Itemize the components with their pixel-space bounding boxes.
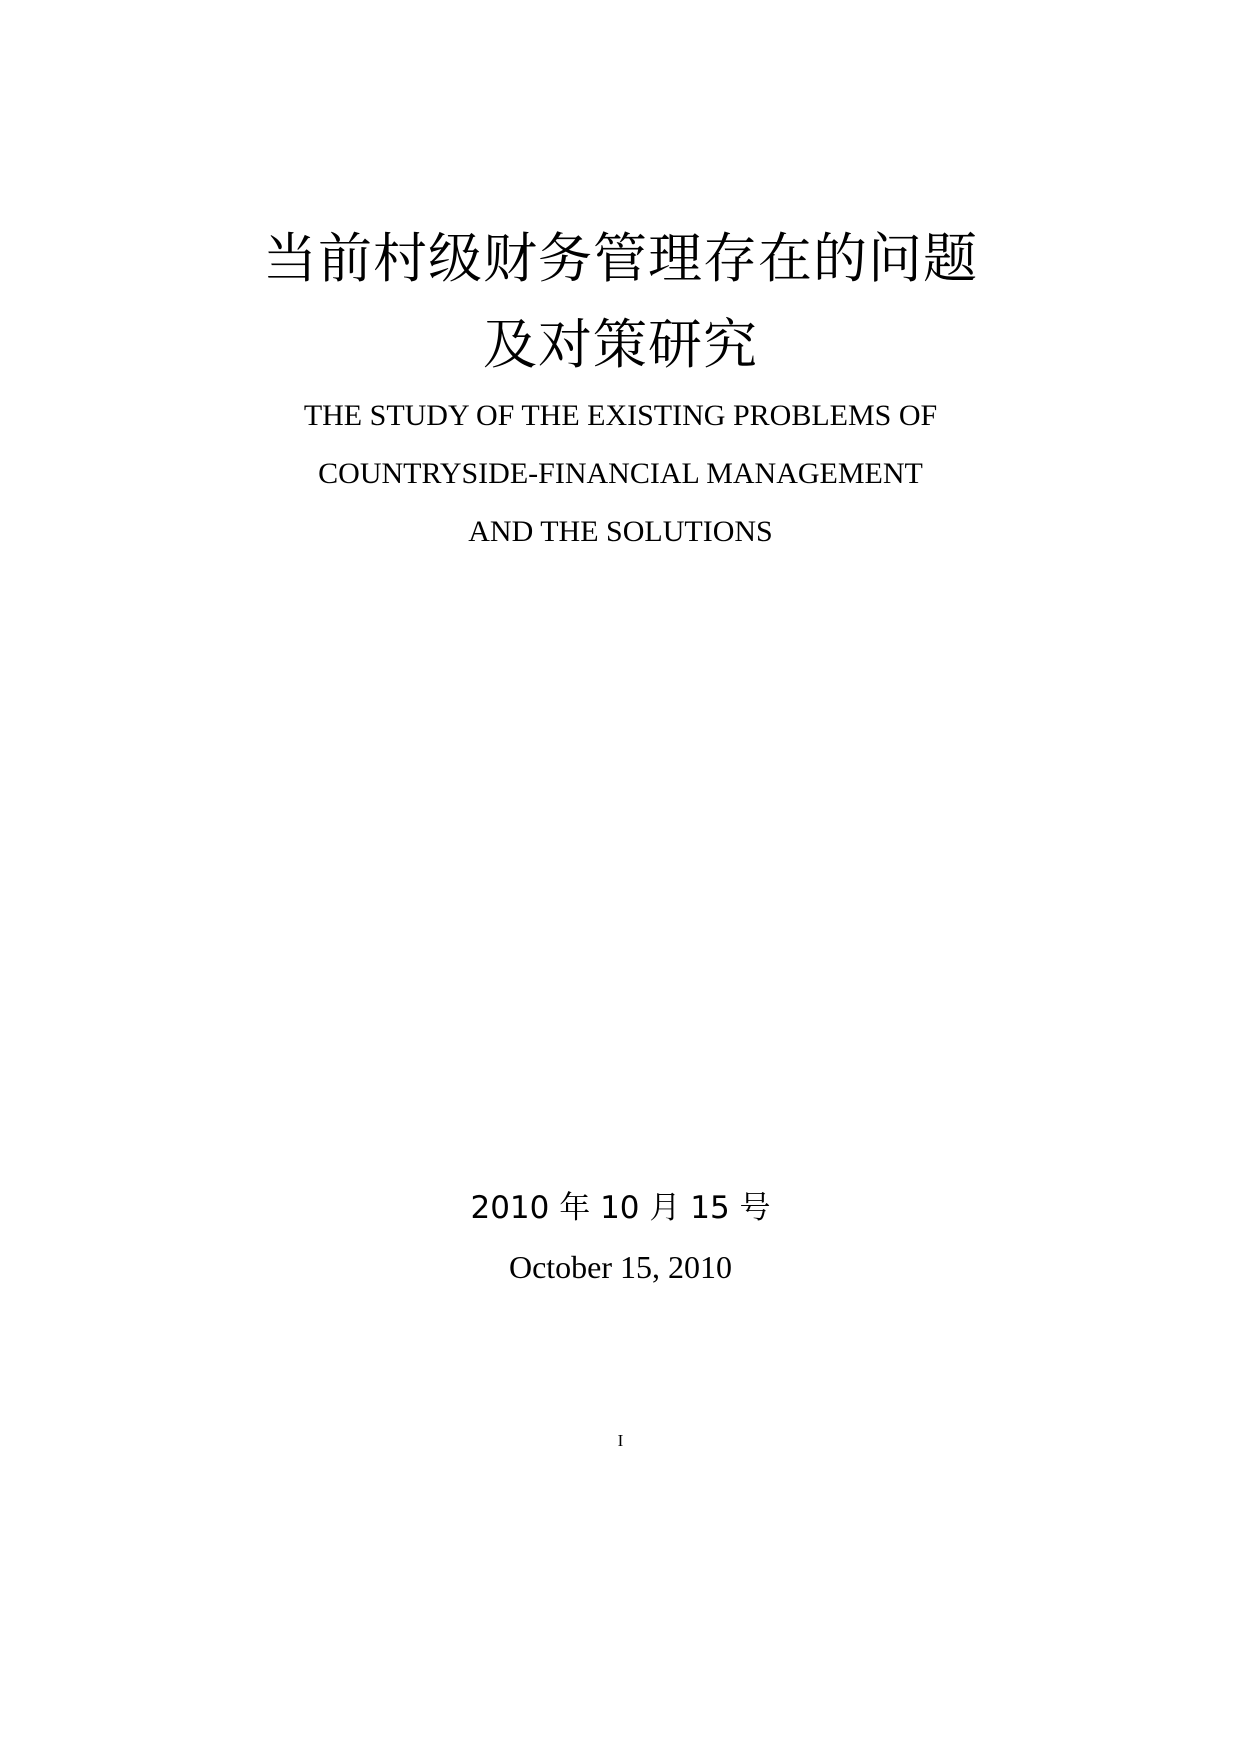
chinese-title-line-2: 及对策研究 — [483, 313, 758, 376]
chinese-date: 2010 年 10 月 15 号 — [470, 1190, 771, 1226]
english-title-line-1: THE STUDY OF THE EXISTING PROBLEMS OF — [303, 399, 938, 432]
english-date: October 15, 2010 — [508, 1249, 733, 1285]
english-title-line-3: AND THE SOLUTIONS — [468, 515, 773, 548]
chinese-title-line-1: 当前村级财务管理存在的问题 — [263, 227, 978, 290]
page-number: I — [617, 1431, 624, 1450]
english-title-line-2: COUNTRYSIDE-FINANCIAL MANAGEMENT — [318, 457, 923, 490]
